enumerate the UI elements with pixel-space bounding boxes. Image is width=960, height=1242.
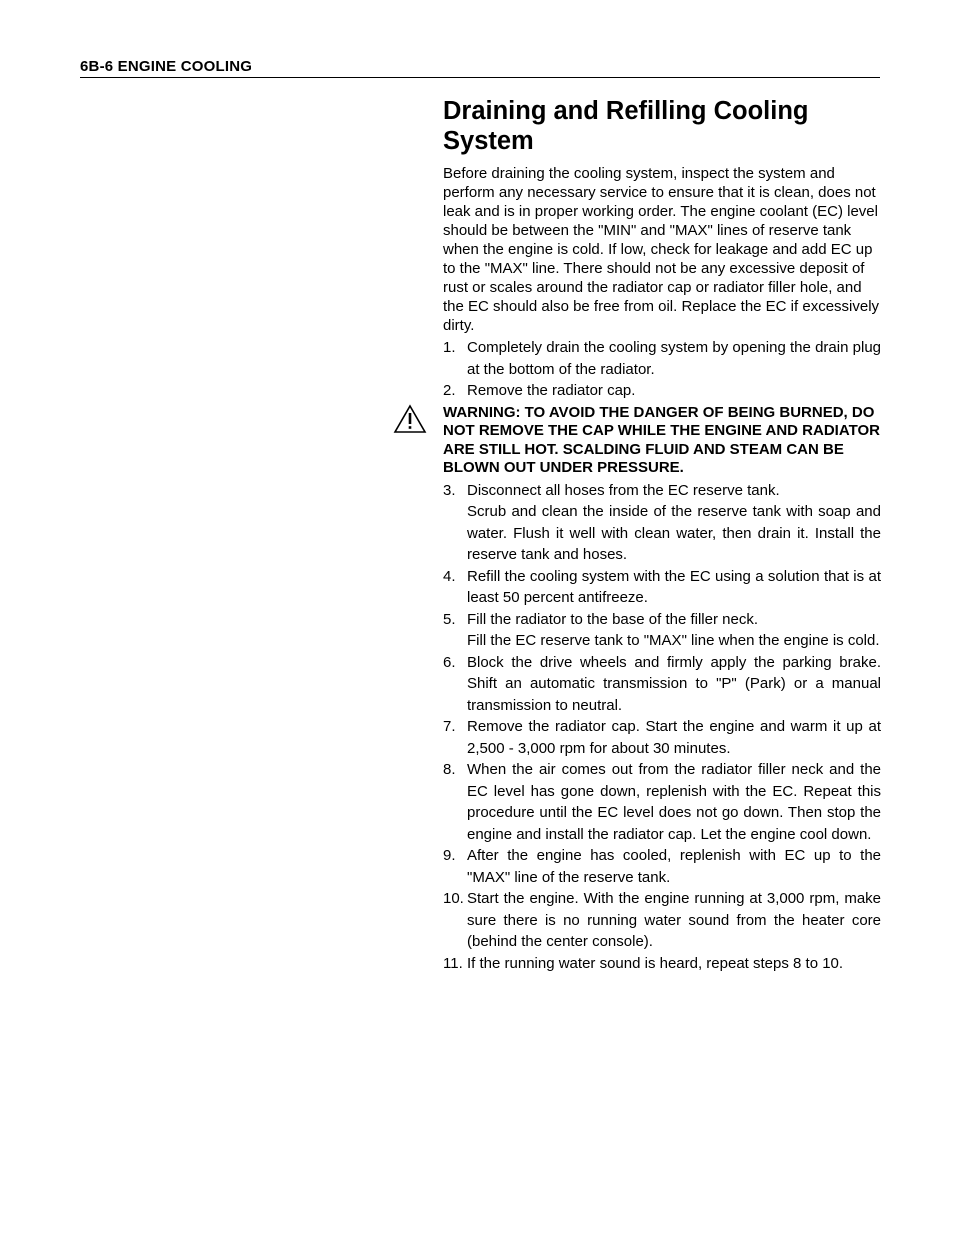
warning-box [443, 404, 881, 478]
step-text: Start the engine. With the engine running at 3,000 rpm, make sure there is no running water sound from the heater core (behind the center console). [467, 890, 881, 950]
step-number: 8. [443, 761, 456, 778]
step-1 [443, 337, 881, 380]
step-text: If the running water sound is heard, repeat steps 8 to 10. [467, 954, 844, 972]
step-text: Block the drive wheels and firmly apply the parking brake. Shift an automatic transmission to "P" (Park) or a manual transmission to neutral. [467, 653, 881, 714]
step-detail: Scrub and clean the inside of the reserve tank with soap and water. Flush it well with clean water, then drain it. Install the reserve tank and hoses. [467, 503, 881, 563]
step-11 [443, 953, 881, 975]
step-number: 5. [443, 610, 456, 628]
step-text: When the air comes out from the radiator filler neck and the EC level has gone down, replenish with the EC. Repeat this procedure until the EC level does not go down. Then stop the engine and install the radiator cap. Let the engine cool down. [467, 761, 881, 843]
step-9 [443, 845, 881, 888]
section-title: Draining and Refilling Cooling System [443, 97, 809, 155]
step-number: 7. [443, 718, 456, 735]
procedure-steps [443, 337, 881, 402]
step-3 [443, 480, 881, 566]
warning-text: WARNING: TO AVOID THE DANGER OF BEING BURNED, DO NOT REMOVE THE CAP WHILE THE ENGINE AND RADIATOR ARE STILL HOT. SCALDING FLUID AND STEAM CAN BE BLOWN OUT UNDER PRESSURE. [443, 403, 880, 476]
step-text: Completely drain the cooling system by opening the drain plug at the bottom of the radiator. [467, 339, 881, 378]
step-number: 6. [443, 653, 456, 671]
step-10 [443, 888, 881, 953]
step-number: 11. [443, 954, 463, 972]
step-text: Fill the radiator to the base of the filler neck. [467, 610, 758, 628]
step-text: Refill the cooling system with the EC using a solution that is at least 50 percent antifreeze. [467, 567, 881, 606]
page-header [80, 58, 880, 78]
step-text: Remove the radiator cap. Start the engine and warm it up at 2,500 - 3,000 rpm for about 30 minutes. [467, 718, 881, 757]
step-text: Disconnect all hoses from the EC reserve tank. [467, 481, 780, 499]
section-content [443, 96, 881, 974]
step-4 [443, 566, 881, 609]
step-6 [443, 652, 881, 717]
step-detail: Fill the EC reserve tank to "MAX" line when the engine is cold. [467, 632, 880, 649]
step-7 [443, 716, 881, 759]
step-number: 10. [443, 890, 464, 907]
step-8 [443, 759, 881, 845]
step-2 [443, 380, 881, 402]
warning-triangle-icon [393, 404, 427, 434]
intro-paragraph: Before draining the cooling system, inspect the system and perform any necessary service to ensure that it is clean, does not leak and is in proper working order. The engine coolant (EC) level should be between the "MIN" and "MAX" lines of reserve tank when the engine is cold. If low, check for leakage and add EC up to the "MAX" line. There should not be any excessive deposit of rust or scales around the radiator cap or radiator filler hole, and the EC should also be free from oil. Replace the EC if excessively dirty. [443, 165, 880, 334]
step-number: 9. [443, 847, 456, 864]
step-text: After the engine has cooled, replenish with EC up to the "MAX" line of the reserve tank. [467, 847, 881, 886]
step-number: 3. [443, 481, 456, 499]
step-5 [443, 609, 881, 652]
step-number: 4. [443, 567, 456, 585]
step-number: 2. [443, 382, 456, 399]
step-number: 1. [443, 339, 456, 356]
procedure-steps-continued [443, 480, 881, 975]
header-title: 6B-6 ENGINE COOLING [80, 58, 253, 75]
step-text: Remove the radiator cap. [467, 382, 636, 399]
